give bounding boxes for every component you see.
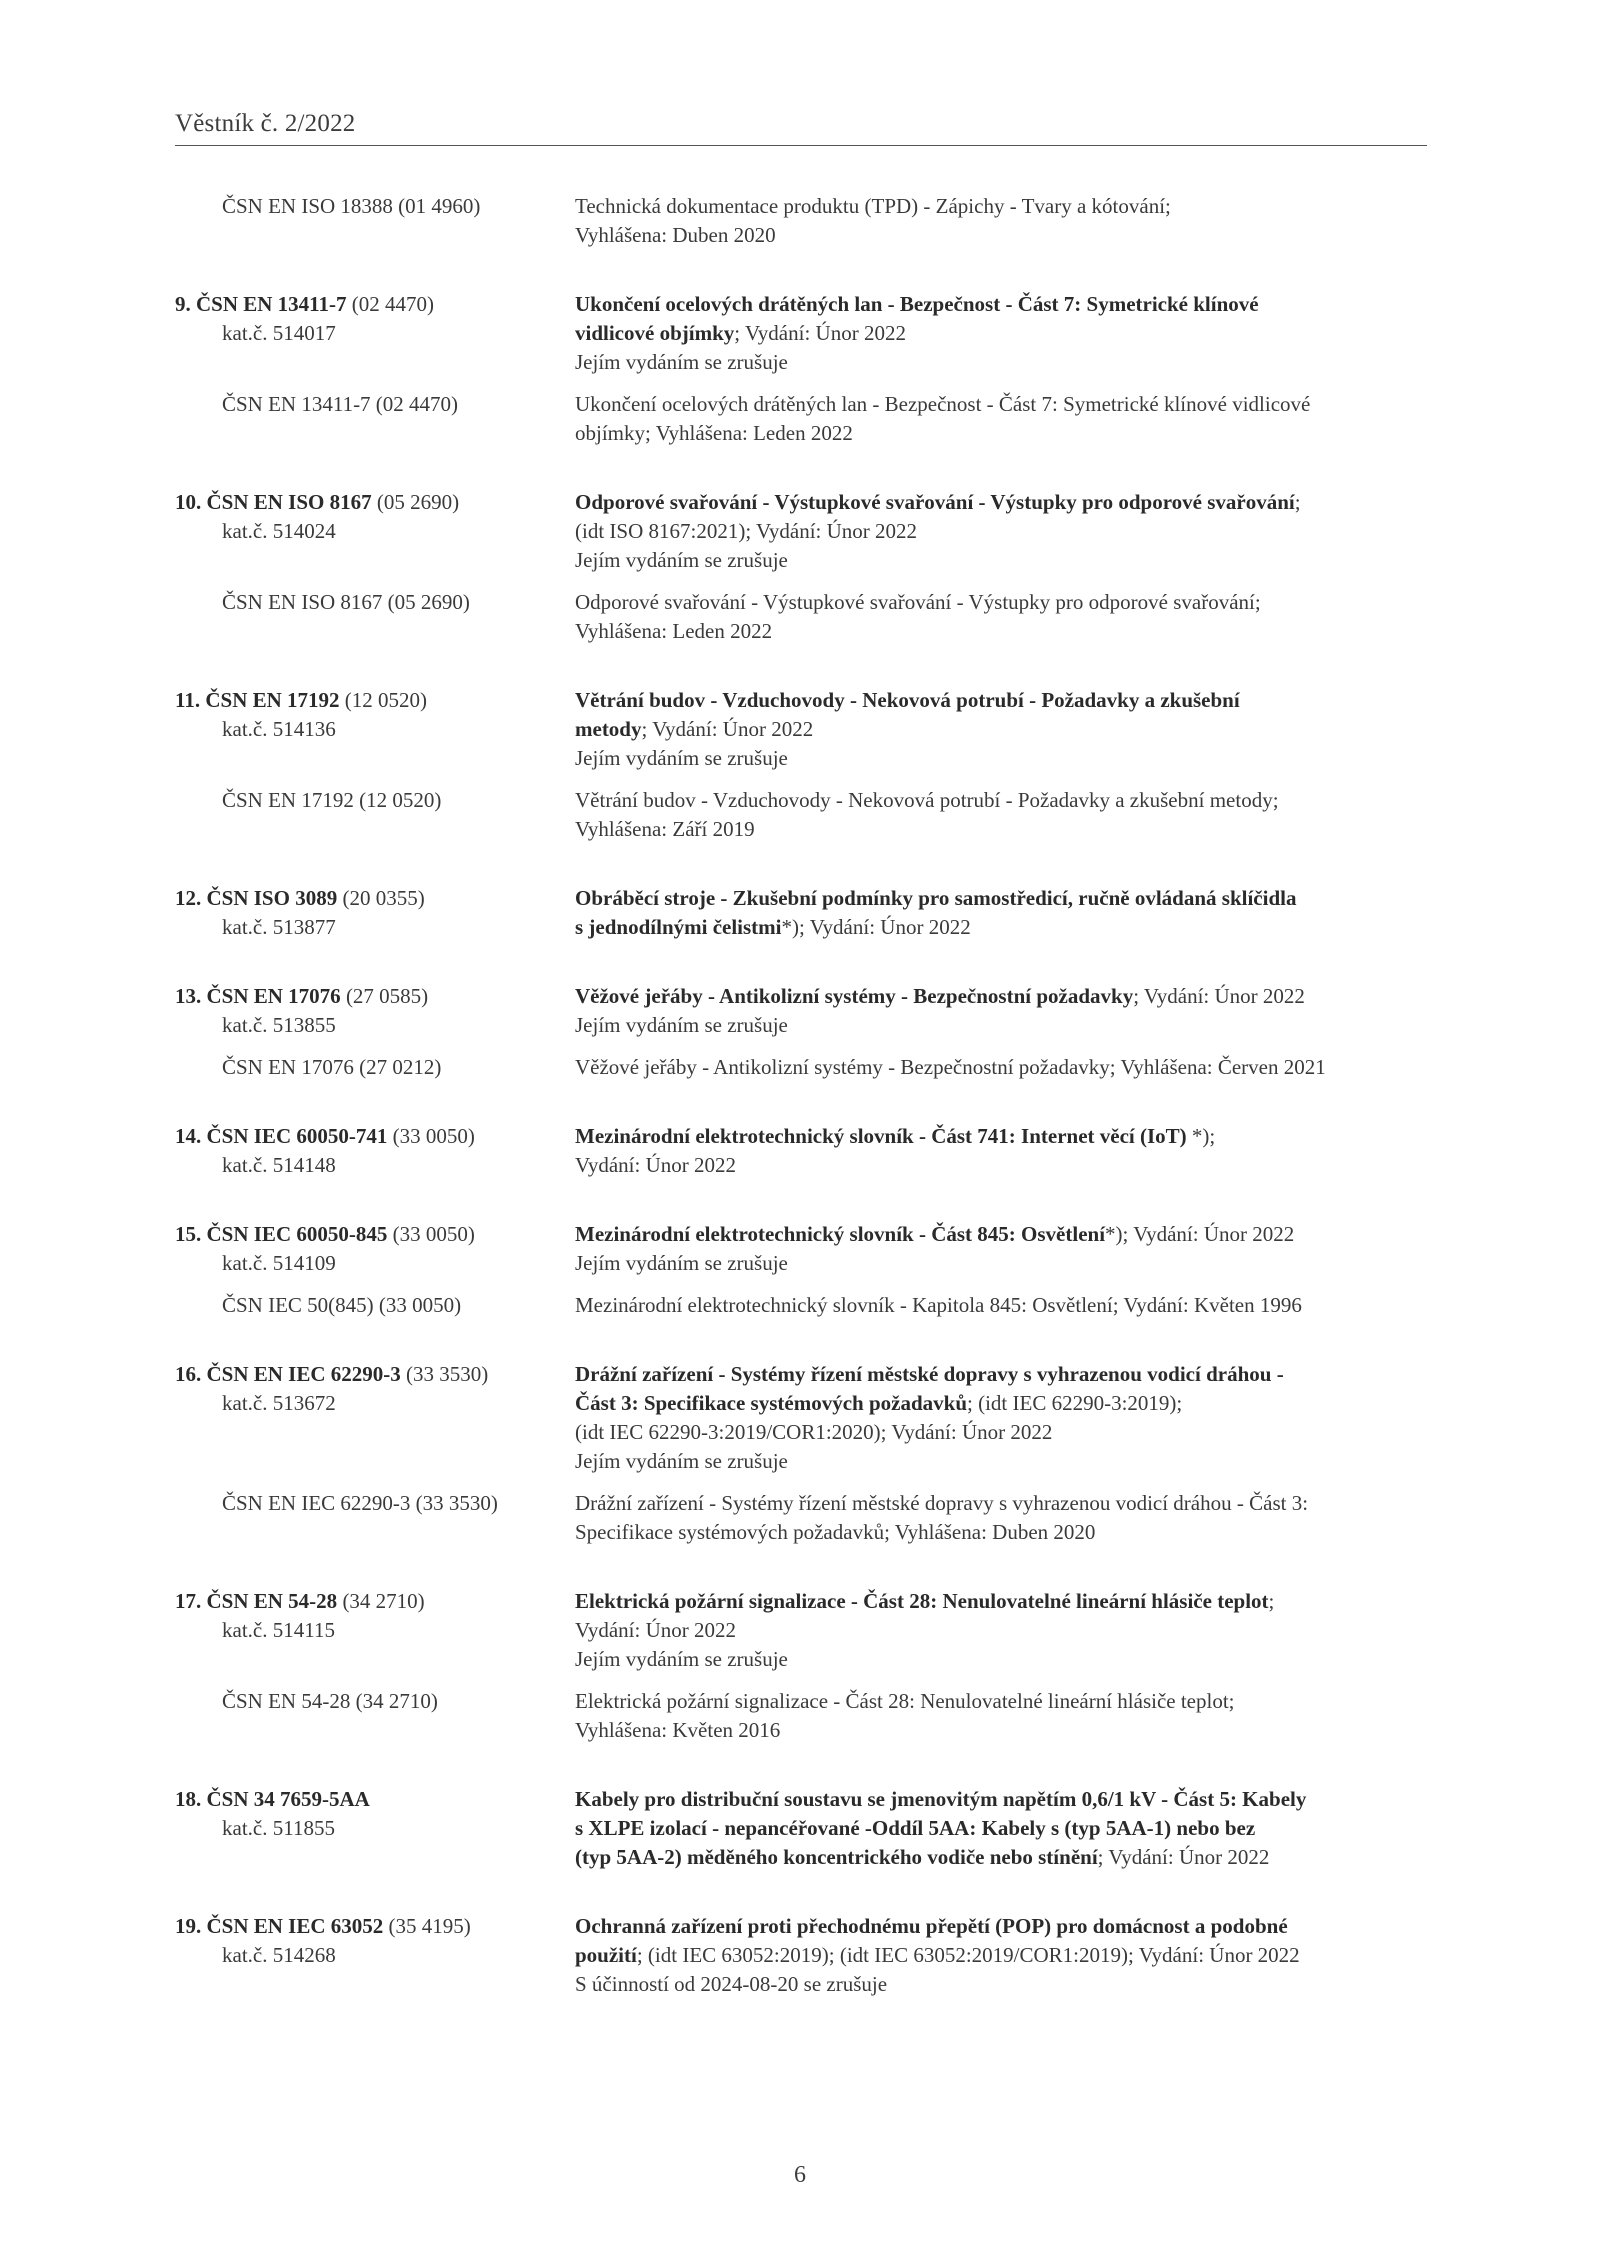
title-line xyxy=(575,715,1431,744)
standard-row xyxy=(0,488,1600,575)
item-number: 16. xyxy=(175,1362,202,1386)
designation-line xyxy=(175,1291,575,1320)
standard-row xyxy=(0,1360,1600,1476)
header-divider xyxy=(175,145,1427,146)
standard-entry xyxy=(0,192,1600,250)
standard-description xyxy=(575,1360,1431,1476)
standard-designation xyxy=(0,1687,575,1716)
designation-line xyxy=(175,1053,575,1082)
class-number: (27 0585) xyxy=(340,984,429,1008)
class-number: (20 0355) xyxy=(337,886,425,910)
standard-designation xyxy=(0,488,575,546)
title-suffix: ; Vydání: Únor 2022 xyxy=(734,321,906,345)
designation-line xyxy=(175,290,575,319)
standard-designation xyxy=(0,1912,575,1970)
description-line: (idt IEC 62290-3:2019/COR1:2020); Vydání: Únor 2022 xyxy=(575,1420,1053,1444)
designation-line xyxy=(175,1122,575,1151)
title-line xyxy=(575,1814,1431,1843)
description-line: Větrání budov - Vzduchovody - Nekovová potrubí - Požadavky a zkušební metody; xyxy=(575,788,1279,812)
superseded-row xyxy=(0,390,1600,448)
standard-designation xyxy=(0,192,575,221)
standard-title: metody xyxy=(575,717,642,741)
title-line xyxy=(575,1587,1431,1616)
class-number: (33 0050) xyxy=(387,1222,475,1246)
designation-line xyxy=(175,686,575,715)
standard-row xyxy=(0,1122,1600,1180)
title-line xyxy=(575,319,1431,348)
standard-entry xyxy=(0,1220,1600,1320)
standard-description xyxy=(575,488,1431,575)
superseded-row xyxy=(0,1053,1600,1082)
description-line: Jejím vydáním se zrušuje xyxy=(575,548,788,572)
class-number: (33 3530) xyxy=(400,1362,489,1386)
title-line xyxy=(575,1220,1431,1249)
title-line xyxy=(575,290,1431,319)
designation-line xyxy=(175,488,575,517)
standard-entry xyxy=(0,686,1600,844)
standard-description xyxy=(575,686,1431,773)
description-line: Jejím vydáním se zrušuje xyxy=(575,1647,788,1671)
description-line: Drážní zařízení - Systémy řízení městské dopravy s vyhrazenou vodicí dráhou - Část 3: xyxy=(575,1491,1309,1515)
description-line: Jejím vydáním se zrušuje xyxy=(575,1013,788,1037)
standard-title: Obráběcí stroje - Zkušební podmínky pro samostředicí, ručně ovládaná sklíčidla xyxy=(575,886,1297,910)
catalog-number: kat.č. 514148 xyxy=(222,1153,336,1177)
standard-description xyxy=(575,1220,1431,1278)
standard-code: ČSN EN 17192 xyxy=(205,688,340,712)
standard-designation xyxy=(0,588,575,617)
item-number: 14. xyxy=(175,1124,202,1148)
catalog-number: kat.č. 514268 xyxy=(222,1943,336,1967)
standard-description xyxy=(575,1053,1431,1082)
designation-line xyxy=(175,1220,575,1249)
description-line: Vydání: Únor 2022 xyxy=(575,1153,736,1177)
item-number: 15. xyxy=(175,1222,202,1246)
class-number: ČSN IEC 50(845) (33 0050) xyxy=(222,1293,462,1317)
standard-entry xyxy=(0,1360,1600,1547)
standard-description xyxy=(575,1489,1431,1547)
title-line xyxy=(575,1122,1431,1151)
item-number: 19. xyxy=(175,1914,202,1938)
standard-description xyxy=(575,1291,1431,1320)
class-number: (34 2710) xyxy=(337,1589,425,1613)
description-line: Vyhlášena: Duben 2020 xyxy=(575,223,776,247)
designation-line xyxy=(175,1489,575,1518)
standard-title: (typ 5AA-2) měděného koncentrického vodiče nebo stínění xyxy=(575,1845,1098,1869)
standard-row xyxy=(0,982,1600,1040)
standard-row xyxy=(0,192,1600,250)
standard-row xyxy=(0,1912,1600,1999)
standard-entry xyxy=(0,488,1600,646)
standard-title: Část 3: Specifikace systémových požadavků xyxy=(575,1391,967,1415)
item-number: 13. xyxy=(175,984,202,1008)
standard-description xyxy=(575,1912,1431,1999)
standard-title: Věžové jeřáby - Antikolizní systémy - Bezpečnostní požadavky xyxy=(575,984,1134,1008)
title-suffix: ; (idt IEC 63052:2019); (idt IEC 63052:2019/COR1:2019); Vydání: Únor 2022 xyxy=(636,1943,1300,1967)
standard-entry xyxy=(0,1912,1600,1999)
standard-entry xyxy=(0,982,1600,1082)
title-suffix: ; xyxy=(1268,1589,1275,1613)
title-suffix: *); Vydání: Únor 2022 xyxy=(781,915,971,939)
item-number: 18. xyxy=(175,1787,202,1811)
description-line: Věžové jeřáby - Antikolizní systémy - Bezpečnostní požadavky; Vyhlášena: Červen 2021 xyxy=(575,1055,1326,1079)
item-number: 9. xyxy=(175,292,191,316)
catalog-number: kat.č. 514115 xyxy=(222,1618,335,1642)
description-line: Specifikace systémových požadavků; Vyhlášena: Duben 2020 xyxy=(575,1520,1096,1544)
title-suffix: ; Vydání: Únor 2022 xyxy=(641,717,814,741)
title-line xyxy=(575,913,1431,942)
standard-description xyxy=(575,884,1431,942)
standard-title: Mezinárodní elektrotechnický slovník - Část 845: Osvětlení xyxy=(575,1222,1106,1246)
standard-title: Ukončení ocelových drátěných lan - Bezpečnost - Část 7: Symetrické klínové xyxy=(575,292,1259,316)
standard-title: Kabely pro distribuční soustavu se jmenovitým napětím 0,6/1 kV - Část 5: Kabely xyxy=(575,1787,1307,1811)
catalog-number: kat.č. 514109 xyxy=(222,1251,336,1275)
catalog-number: kat.č. 513877 xyxy=(222,915,336,939)
superseded-row xyxy=(0,1489,1600,1547)
running-header-title: Věstník č. 2/2022 xyxy=(175,110,356,137)
standard-designation xyxy=(0,390,575,419)
superseded-row xyxy=(0,1687,1600,1745)
standard-designation xyxy=(0,786,575,815)
superseded-row xyxy=(0,588,1600,646)
standard-entry xyxy=(0,1785,1600,1872)
class-number: ČSN EN 17192 (12 0520) xyxy=(222,788,442,812)
title-suffix: ; Vydání: Únor 2022 xyxy=(1097,1845,1270,1869)
standard-entry xyxy=(0,884,1600,942)
title-line xyxy=(575,1785,1431,1814)
description-line: Mezinárodní elektrotechnický slovník - Kapitola 845: Osvětlení; Vydání: Květen 1996 xyxy=(575,1293,1302,1317)
standard-description xyxy=(575,1785,1431,1872)
standard-designation xyxy=(0,1360,575,1418)
description-line: Vyhlášena: Leden 2022 xyxy=(575,619,773,643)
standard-row xyxy=(0,1587,1600,1674)
standard-designation xyxy=(0,290,575,348)
standard-designation xyxy=(0,982,575,1040)
standard-row xyxy=(0,686,1600,773)
designation-line xyxy=(175,390,575,419)
description-line: Vyhlášena: Září 2019 xyxy=(575,817,755,841)
catalog-number: kat.č. 514017 xyxy=(222,321,336,345)
designation-line xyxy=(175,192,575,221)
standard-entry xyxy=(0,1122,1600,1180)
standard-description xyxy=(575,1687,1431,1745)
standard-code: ČSN 34 7659-5AA xyxy=(206,1787,370,1811)
standard-code: ČSN IEC 60050-845 xyxy=(206,1222,388,1246)
catalog-number: kat.č. 514024 xyxy=(222,519,336,543)
title-suffix: ; (idt IEC 62290-3:2019); xyxy=(967,1391,1183,1415)
standard-row xyxy=(0,1785,1600,1872)
description-line: S účinností od 2024-08-20 se zrušuje xyxy=(575,1972,888,1996)
catalog-number: kat.č. 513672 xyxy=(222,1391,336,1415)
catalog-number: kat.č. 514136 xyxy=(222,717,336,741)
title-suffix: *); xyxy=(1186,1124,1216,1148)
item-number: 12. xyxy=(175,886,202,910)
superseded-row xyxy=(0,1291,1600,1320)
standard-description xyxy=(575,588,1431,646)
standard-description xyxy=(575,786,1431,844)
designation-line xyxy=(175,1785,575,1814)
standard-code: ČSN EN 17076 xyxy=(206,984,341,1008)
standard-title: s XLPE izolací - nepancéřované -Oddíl 5AA: Kabely s (typ 5AA-1) nebo bez xyxy=(575,1816,1256,1840)
standard-description xyxy=(575,192,1431,250)
title-line xyxy=(575,488,1431,517)
designation-line xyxy=(175,1587,575,1616)
title-suffix: ; Vydání: Únor 2022 xyxy=(1133,984,1305,1008)
description-line: Jejím vydáním se zrušuje xyxy=(575,746,788,770)
item-number: 17. xyxy=(175,1589,202,1613)
description-line: Technická dokumentace produktu (TPD) - Zápichy - Tvary a kótování; xyxy=(575,194,1171,218)
standard-title: Elektrická požární signalizace - Část 28: Nenulovatelné lineární hlásiče teplot xyxy=(575,1589,1269,1613)
standard-entry xyxy=(0,1587,1600,1745)
standard-designation xyxy=(0,1489,575,1518)
class-number: ČSN EN ISO 18388 (01 4960) xyxy=(222,194,481,218)
title-line xyxy=(575,686,1431,715)
standard-designation xyxy=(0,686,575,744)
description-line: Vydání: Únor 2022 xyxy=(575,1618,736,1642)
catalog-number: kat.č. 511855 xyxy=(222,1816,335,1840)
designation-line xyxy=(175,588,575,617)
title-line xyxy=(575,1843,1431,1872)
class-number: (02 4470) xyxy=(346,292,435,316)
description-line: Jejím vydáním se zrušuje xyxy=(575,1449,788,1473)
standard-code: ČSN EN ISO 8167 xyxy=(206,490,372,514)
standard-code: ČSN EN IEC 62290-3 xyxy=(206,1362,401,1386)
description-line: (idt ISO 8167:2021); Vydání: Únor 2022 xyxy=(575,519,918,543)
standard-title: s jednodílnými čelistmi xyxy=(575,915,782,939)
standard-entry xyxy=(0,290,1600,448)
standard-description xyxy=(575,390,1431,448)
class-number: ČSN EN IEC 62290-3 (33 3530) xyxy=(222,1491,498,1515)
standards-list xyxy=(0,192,1600,2039)
item-number: 10. xyxy=(175,490,202,514)
standard-designation xyxy=(0,884,575,942)
standard-title: Větrání budov - Vzduchovody - Nekovová potrubí - Požadavky a zkušební xyxy=(575,688,1240,712)
standard-row xyxy=(0,1220,1600,1278)
standard-designation xyxy=(0,1785,575,1843)
standard-description xyxy=(575,1122,1431,1180)
class-number: (35 4195) xyxy=(383,1914,471,1938)
standard-designation xyxy=(0,1587,575,1645)
title-line xyxy=(575,1360,1431,1389)
standard-title: Mezinárodní elektrotechnický slovník - Část 741: Internet věcí (IoT) xyxy=(575,1124,1187,1148)
description-line: Odporové svařování - Výstupkové svařování - Výstupky pro odporové svařování; xyxy=(575,590,1261,614)
standard-description xyxy=(575,290,1431,377)
description-line: Ukončení ocelových drátěných lan - Bezpečnost - Část 7: Symetrické klínové vidlicové xyxy=(575,392,1311,416)
standard-title: Odporové svařování - Výstupkové svařování - Výstupky pro odporové svařování xyxy=(575,490,1295,514)
class-number: ČSN EN 13411-7 (02 4470) xyxy=(222,392,459,416)
designation-line xyxy=(175,884,575,913)
standard-description xyxy=(575,1587,1431,1674)
description-line: Jejím vydáním se zrušuje xyxy=(575,350,788,374)
description-line: Vyhlášena: Květen 2016 xyxy=(575,1718,781,1742)
standard-row xyxy=(0,290,1600,377)
title-line xyxy=(575,1912,1431,1941)
standard-designation xyxy=(0,1053,575,1082)
standard-code: ČSN EN IEC 63052 xyxy=(206,1914,384,1938)
standard-code: ČSN EN 13411-7 xyxy=(196,292,347,316)
title-line xyxy=(575,884,1431,913)
standard-title: použití xyxy=(575,1943,637,1967)
class-number: ČSN EN ISO 8167 (05 2690) xyxy=(222,590,470,614)
designation-line xyxy=(175,1360,575,1389)
standard-designation xyxy=(0,1122,575,1180)
superseded-row xyxy=(0,786,1600,844)
designation-line xyxy=(175,1687,575,1716)
standard-designation xyxy=(0,1291,575,1320)
description-line: objímky; Vyhlášena: Leden 2022 xyxy=(575,421,853,445)
standard-title: Drážní zařízení - Systémy řízení městské dopravy s vyhrazenou vodicí dráhou - xyxy=(575,1362,1284,1386)
item-number: 11. xyxy=(175,688,201,712)
title-suffix: ; xyxy=(1294,490,1301,514)
title-line xyxy=(575,1389,1431,1418)
class-number: (12 0520) xyxy=(339,688,428,712)
title-line xyxy=(575,1941,1431,1970)
title-line xyxy=(575,982,1431,1011)
class-number: ČSN EN 54-28 (34 2710) xyxy=(222,1689,438,1713)
designation-line xyxy=(175,1912,575,1941)
standard-title: vidlicové objímky xyxy=(575,321,735,345)
standard-designation xyxy=(0,1220,575,1278)
class-number: ČSN EN 17076 (27 0212) xyxy=(222,1055,442,1079)
description-line: Jejím vydáním se zrušuje xyxy=(575,1251,788,1275)
standard-code: ČSN EN 54-28 xyxy=(206,1589,338,1613)
standard-title: Ochranná zařízení proti přechodnému přepětí (POP) pro domácnost a podobné xyxy=(575,1914,1288,1938)
class-number: (33 0050) xyxy=(387,1124,475,1148)
standard-code: ČSN IEC 60050-741 xyxy=(206,1124,388,1148)
designation-line xyxy=(175,786,575,815)
standard-description xyxy=(575,982,1431,1040)
class-number: (05 2690) xyxy=(371,490,460,514)
page-number: 6 xyxy=(794,2162,806,2188)
designation-line xyxy=(175,982,575,1011)
standard-code: ČSN ISO 3089 xyxy=(206,886,338,910)
title-suffix: *); Vydání: Únor 2022 xyxy=(1105,1222,1295,1246)
catalog-number: kat.č. 513855 xyxy=(222,1013,336,1037)
standard-row xyxy=(0,884,1600,942)
description-line: Elektrická požární signalizace - Část 28: Nenulovatelné lineární hlásiče teplot; xyxy=(575,1689,1235,1713)
